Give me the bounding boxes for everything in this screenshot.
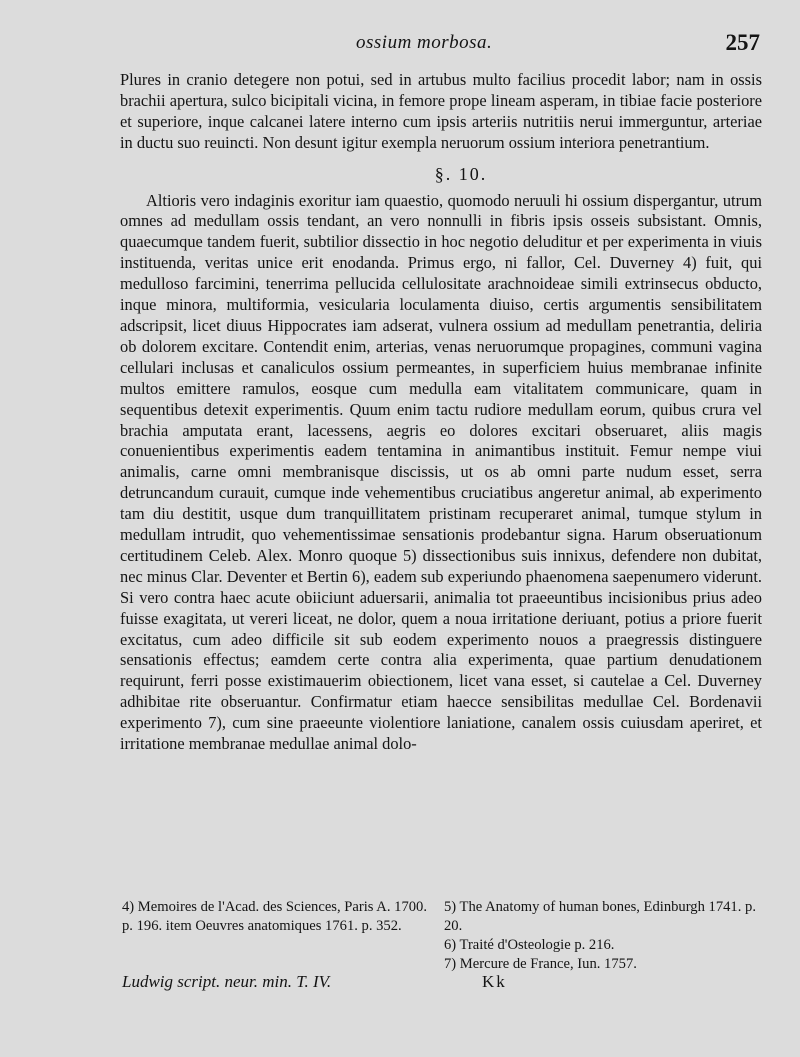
page-footer <box>122 972 762 998</box>
paragraph-2: Altioris vero indaginis exoritur iam quaestio, quomodo neruuli hi ossium dispergantur, utrum omnes ad medullam ossis tendant, an vero nonnulli in fibris ipsis osseis subsistant. Omnis, quaecumque tandem fuerit, subtilior dissectio in hoc negotio deluditur et per experimenta in viuis instituenda, veritas unice erit enodanda. Primus ergo, ni fallor, Cel. Duverney 4) fuit, qui medulloso farcimini, tenerrima pellucida cellulositate arachnoideae simili extrinsecus obducto, inque minora, multiformia, vesicularia loculamenta diuiso, certis argumentis sensibilitatem adscripsit, licet diuus Hippocrates iam adserat, vulnera ossium ad medullam penetrantia, deliria ob dolorem excitare. Contendit enim, arterias, venas neruorumque propagines, communi vagina cellulari inclusas et canaliculos ossium permeantes, in superficiem huius membranae infinite multos emittere ramulos, eosque cum medulla eam vitalitatem communicare, quam in sequentibus detexit experimentis. Quum enim tactu rudiore medullam eorum, quibus crura vel brachia amputata erant, lacessens, aegris eo dolores excitari obseruaret, aliis magis conuenientibus experimentis eadem tentamina in animantibus instituit. Femur nempe viui animalis, carne omni membranisque discissis, ut os ab omni parte nudum esset, serra detruncandum curauit, cumque inde vehementibus cruciatibus angeretur animal, ab experimento tam diu destitit, usque dum tranquillitatem pristinam recuperaret animal, tumque stylum in medullam intrudit, quo vehementissimae sensationis prodebantur signa. Harum obseruationum certitudinem Celeb. Alex. Monro quoque 5) dissectionibus suis innixus, defendere non dubitat, nec minus Clar. Deventer et Bertin 6), eadem sub experiundo phaenomena saepenumero viderunt. Si vero contra haec acute obiiciunt aduersarii, animalia tot praeeuntibus incisionibus prius adeo fuisse exagitata, ut vereri liceat, ne dolor, quem a noua irritatione deriuant, potius a priore fuerit excitatus, cum adeo difficile sit sub eodem experimento nouos a praegressis distinguere sensationis effectus; eamdem certe contra alia experimenta, quae partium denudationem requirunt, ferri posse existimauerim obiectionem, licet vana esset, si cautelae a Cel. Duverney adhibitae rite obseruantur. Confirmatur etiam haecce sensibilitas medullae Cel. Bordenavii experimento 7), cum sine praeeunte violentiore laniatione, canalem ossis cuiusdam aperiret, et irritatione membranae medullae animal dolo- <box>120 190 762 754</box>
page-header <box>120 30 760 60</box>
main-text <box>120 70 762 755</box>
running-title: ossium morbosa. <box>356 32 493 53</box>
section-heading: §. 10. <box>434 163 488 184</box>
signature-line: Ludwig script. neur. min. T. IV. <box>122 972 332 991</box>
footnote-6: 6) Traité d'Osteologie p. 216. <box>444 937 615 953</box>
footnotes-left-column <box>122 898 437 936</box>
footnote-4: 4) Memoires de l'Acad. des Sciences, Paris A. 1700. p. 196. item Oeuvres anatomiques 1761. p. 352. <box>122 899 427 934</box>
paragraph-1: Plures in cranio detegere non potui, sed in artubus multo facilius procedit labor; nam in ossis brachii apertura, sulco bicipitali vicina, in femore prope lineam asperam, in tibiae facie posteriore et superiore, inque calcanei latere interno cum ipsis arteriis nutritiis nerui immerguntur, arteriae in ductu suo reuincti. Non desunt igitur exempla neruorum ossium interiora penetrantium. <box>120 70 762 152</box>
page-number: 257 <box>725 30 760 55</box>
footnote-5: 5) The Anatomy of human bones, Edinburgh 1741. p. 20. <box>444 899 756 934</box>
footnotes-right-column <box>444 898 764 974</box>
signature-mark: Kk <box>482 972 507 991</box>
footnote-7: 7) Mercure de France, Iun. 1757. <box>444 956 637 972</box>
